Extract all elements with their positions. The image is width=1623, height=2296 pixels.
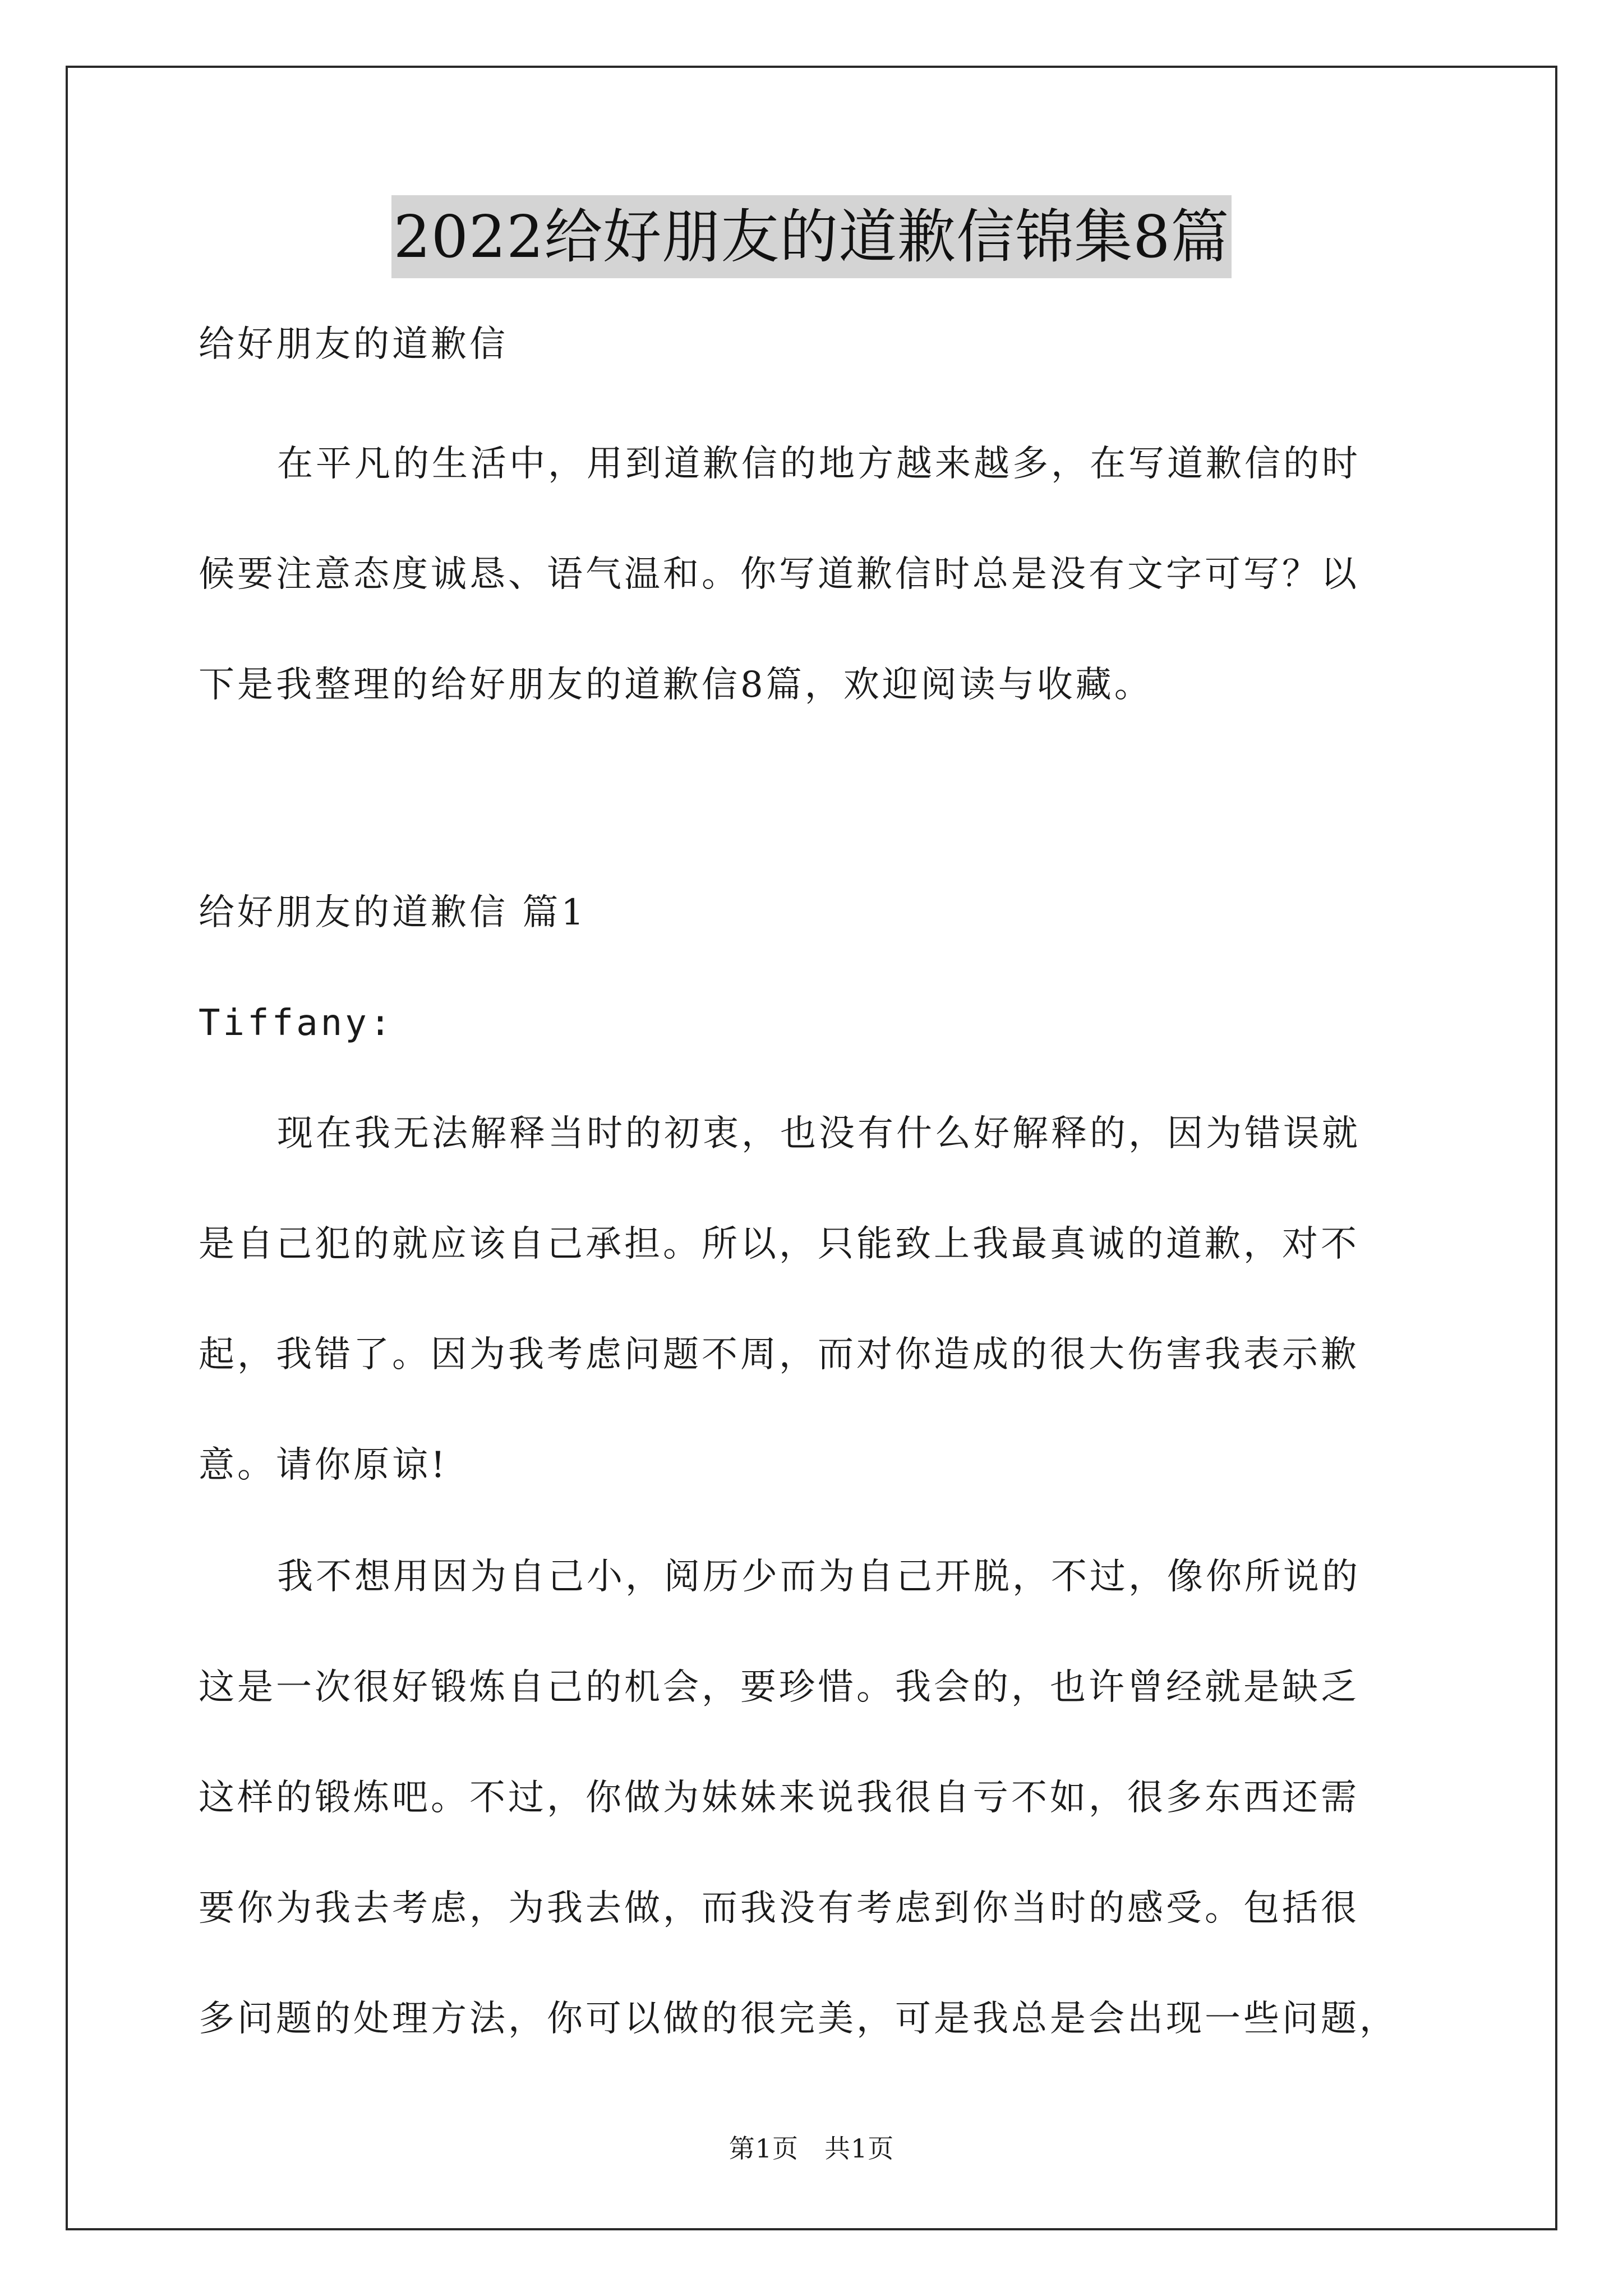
part-heading: 给好朋友的道歉信 篇1 bbox=[199, 892, 587, 933]
salutation: Tiffany: bbox=[199, 1002, 394, 1044]
paragraph1-line-3: 起，我错了。因为我考虑问题不周，而对你造成的很大伤害我表示歉 bbox=[199, 1334, 1359, 1375]
page-number: 第1页 bbox=[728, 2133, 799, 2164]
page-total: 共1页 bbox=[824, 2133, 895, 2164]
intro-line-2: 候要注意态度诚恳、语气温和。你写道歉信时总是没有文字可写？以 bbox=[199, 554, 1359, 595]
document-title: 2022给好朋友的道歉信锦集8篇 bbox=[391, 195, 1232, 278]
paragraph2-line-4: 要你为我去考虑，为我去做，而我没有考虑到你当时的感受。包括很 bbox=[199, 1888, 1359, 1929]
paragraph1-line-2: 是自己犯的就应该自己承担。所以，只能致上我最真诚的道歉，对不 bbox=[199, 1223, 1359, 1265]
intro-line-3: 下是我整理的给好朋友的道歉信8篇，欢迎阅读与收藏。 bbox=[199, 664, 1153, 706]
paragraph1-line-1: 现在我无法解释当时的初衷，也没有什么好解释的，因为错误就 bbox=[277, 1113, 1361, 1154]
intro-line-1: 在平凡的生活中，用到道歉信的地方越来越多，在写道歉信的时 bbox=[277, 443, 1361, 485]
paragraph2-line-1: 我不想用因为自己小，阅历少而为自己开脱，不过，像你所说的 bbox=[277, 1556, 1361, 1598]
title-container bbox=[0, 195, 1623, 278]
paragraph1-line-4: 意。请你原谅! bbox=[199, 1444, 448, 1486]
paragraph2-line-3: 这样的锻炼吧。不过，你做为妹妹来说我很自亏不如，很多东西还需 bbox=[199, 1777, 1359, 1819]
section-heading: 给好朋友的道歉信 bbox=[199, 324, 508, 365]
page-footer bbox=[0, 2132, 1623, 2165]
paragraph2-line-2: 这是一次很好锻炼自己的机会，要珍惜。我会的，也许曾经就是缺乏 bbox=[199, 1667, 1359, 1708]
paragraph2-line-5: 多问题的处理方法，你可以做的很完美，可是我总是会出现一些问题， bbox=[199, 1998, 1398, 2040]
